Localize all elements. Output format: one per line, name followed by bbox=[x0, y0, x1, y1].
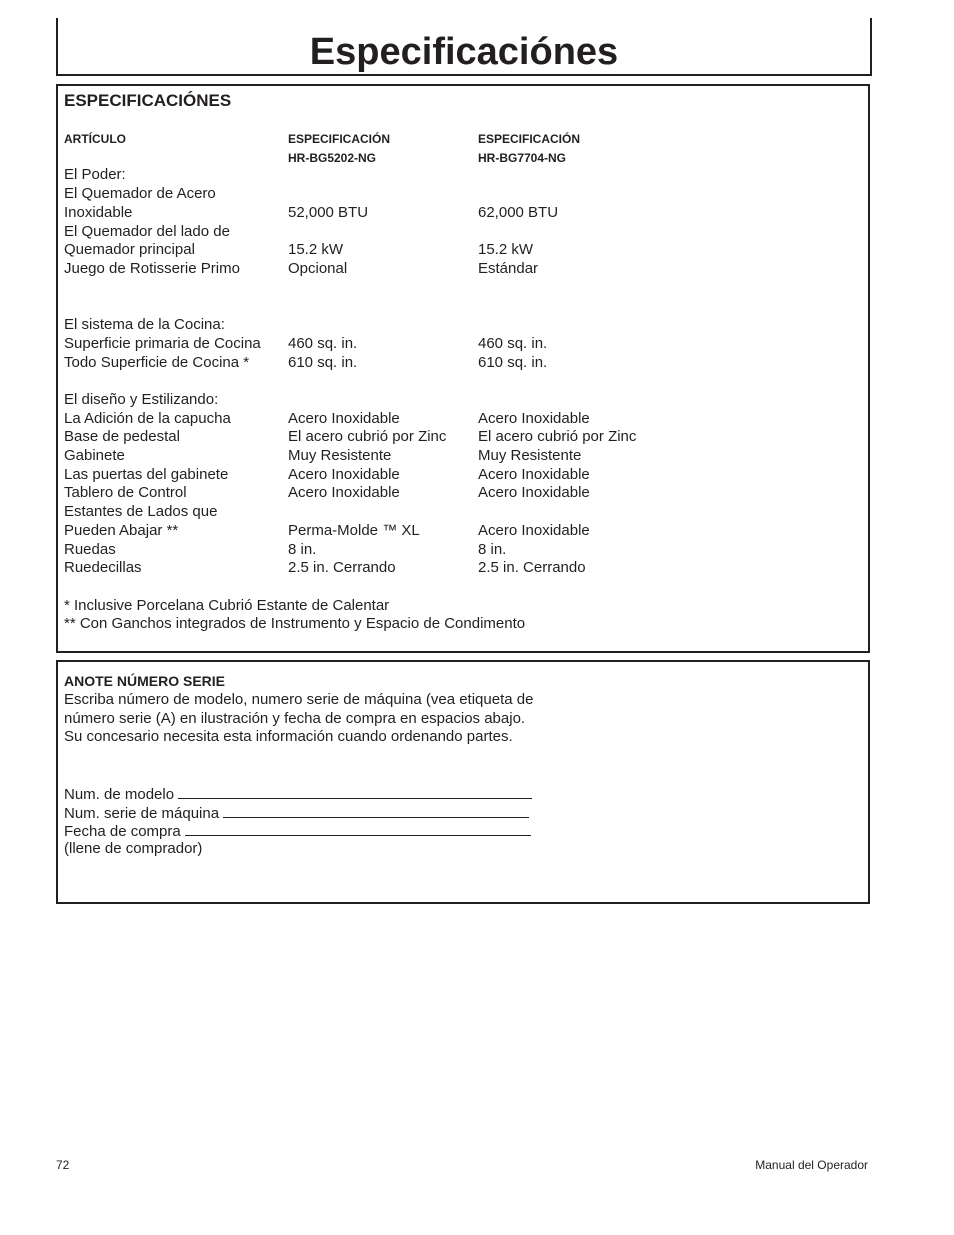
serial-fields bbox=[64, 784, 532, 859]
spec-row-value-a: 2.5 in. Cerrando bbox=[288, 559, 396, 576]
serial-number-field bbox=[64, 803, 532, 822]
spec-row-value-b: Muy Resistente bbox=[478, 447, 582, 464]
page-number: 72 bbox=[56, 1158, 70, 1172]
spec-row-item: Pueden Abajar ** bbox=[64, 522, 179, 539]
spec-row-item: La Adición de la capucha bbox=[64, 410, 231, 427]
spec-row-item: Quemador principal bbox=[64, 241, 195, 258]
spec-row-item: El Quemador de Acero bbox=[64, 185, 216, 202]
serial-section-heading: ANOTE NÚMERO SERIE bbox=[64, 673, 226, 689]
spec-row-value-b: Estándar bbox=[478, 260, 539, 277]
spec-row-item: Todo Superficie de Cocina * bbox=[64, 354, 250, 371]
spec-row-value-a: 610 sq. in. bbox=[288, 354, 358, 371]
spec-row-value-a: Acero Inoxidable bbox=[288, 484, 400, 501]
spec-row-value-b: 62,000 BTU bbox=[478, 204, 559, 221]
spec-row-value-b: 8 in. bbox=[478, 541, 507, 558]
spec-row-item: Superficie primaria de Cocina bbox=[64, 335, 261, 352]
specifications-heading: ESPECIFICACIÓNES bbox=[64, 91, 232, 110]
spec-row-value-a: 8 in. bbox=[288, 541, 317, 558]
buyer-note: (llene de comprador) bbox=[64, 840, 203, 858]
spec-row-item: Tablero de Control bbox=[64, 484, 187, 501]
column-header-spec-b: ESPECIFICACIÓN bbox=[478, 132, 581, 146]
purchase-date-blank[interactable] bbox=[185, 821, 531, 836]
purchase-date-label: Fecha de compra bbox=[64, 823, 181, 841]
spec-row-value-a: Perma-Molde ™ XL bbox=[288, 522, 420, 539]
footnote: * Inclusive Porcelana Cubrió Estante de Calentar bbox=[64, 597, 390, 614]
spec-row-item: El Poder: bbox=[64, 166, 126, 183]
spec-row-value-b: 2.5 in. Cerrando bbox=[478, 559, 586, 576]
page-title: Especificaciónes bbox=[309, 31, 619, 73]
column-header-spec-a: ESPECIFICACIÓN bbox=[288, 132, 391, 146]
spec-row-item: Las puertas del gabinete bbox=[64, 466, 229, 483]
serial-number-box bbox=[56, 660, 870, 904]
spec-row-item: Gabinete bbox=[64, 447, 125, 464]
spec-row-value-b: Acero Inoxidable bbox=[478, 466, 590, 483]
spec-row-item: Inoxidable bbox=[64, 204, 133, 221]
spec-row-item: Base de pedestal bbox=[64, 428, 180, 445]
spec-row-item: El Quemador del lado de bbox=[64, 223, 230, 240]
purchase-date-field bbox=[64, 821, 532, 840]
spec-row-value-a: 460 sq. in. bbox=[288, 335, 358, 352]
spec-row-value-a: Opcional bbox=[288, 260, 348, 277]
spec-row-item: Juego de Rotisserie Primo bbox=[64, 260, 240, 277]
spec-row-value-a: El acero cubrió por Zinc bbox=[288, 428, 447, 445]
footnote: ** Con Ganchos integrados de Instrumento y Espacio de Condimento bbox=[64, 615, 526, 632]
spec-row-value-a: Muy Resistente bbox=[288, 447, 392, 464]
model-number-label: Num. de modelo bbox=[64, 786, 175, 803]
spec-row-item: Ruedecillas bbox=[64, 559, 142, 576]
serial-number-label: Num. serie de máquina bbox=[64, 804, 220, 822]
model-number-field bbox=[64, 784, 532, 803]
spec-row-value-a: Acero Inoxidable bbox=[288, 466, 400, 483]
spec-row-value-b: Acero Inoxidable bbox=[478, 410, 590, 427]
spec-row-value-a: 52,000 BTU bbox=[288, 204, 369, 221]
spec-row-item: Estantes de Lados que bbox=[64, 503, 218, 520]
spec-row-value-b: Acero Inoxidable bbox=[478, 522, 590, 539]
spec-row-item: El diseño y Estilizando: bbox=[64, 391, 219, 408]
manual-name: Manual del Operador bbox=[755, 1158, 868, 1172]
spec-row-value-b: Acero Inoxidable bbox=[478, 484, 590, 501]
spec-row-value-a: Acero Inoxidable bbox=[288, 410, 400, 427]
specifications-box bbox=[56, 84, 870, 653]
serial-instructions: Escriba número de modelo, numero serie de máquina (vea etiqueta de número serie (A) en ilustración y fecha de compra en espacios abajo. Su concesario necesita esta información cuando ordenando partes. bbox=[64, 691, 534, 746]
spec-row-value-a: 15.2 kW bbox=[288, 241, 344, 258]
spec-row-value-b: El acero cubrió por Zinc bbox=[478, 428, 637, 445]
model-a-label: HR-BG5202-NG bbox=[288, 151, 377, 165]
spec-row-value-b: 610 sq. in. bbox=[478, 354, 548, 371]
model-number-blank[interactable] bbox=[178, 784, 532, 799]
spec-row-value-b: 15.2 kW bbox=[478, 241, 534, 258]
title-banner bbox=[56, 18, 872, 76]
buyer-note-row bbox=[64, 840, 532, 859]
model-b-label: HR-BG7704-NG bbox=[478, 151, 567, 165]
serial-number-blank[interactable] bbox=[223, 803, 529, 818]
spec-row-item: El sistema de la Cocina: bbox=[64, 316, 225, 333]
spec-row-value-b: 460 sq. in. bbox=[478, 335, 548, 352]
spec-row-item: Ruedas bbox=[64, 541, 116, 558]
column-header-item: ARTÍCULO bbox=[64, 132, 126, 146]
